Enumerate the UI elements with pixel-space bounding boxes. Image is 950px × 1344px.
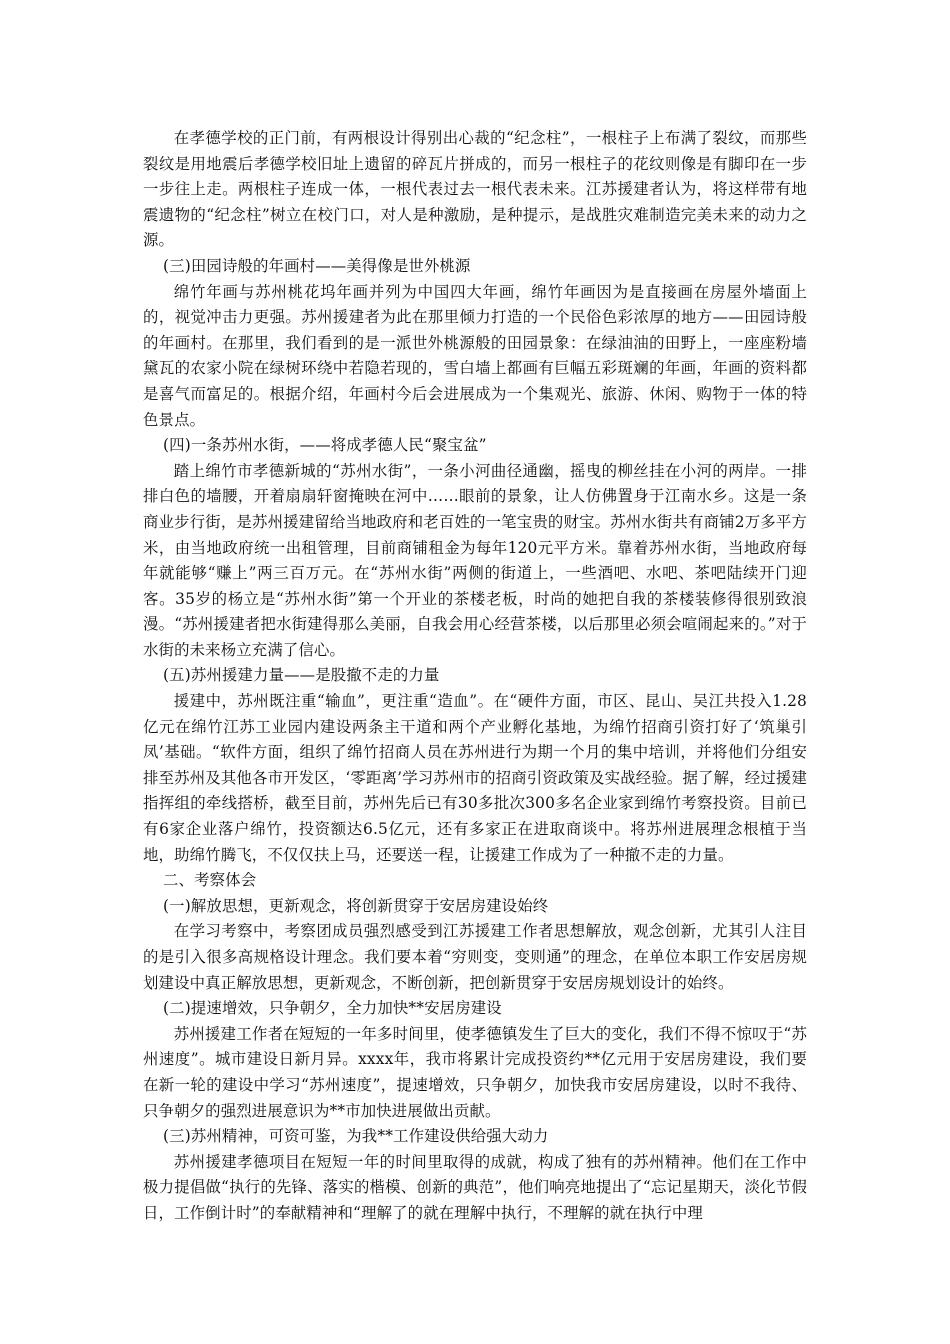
paragraph-suzhou-water-street: 踏上绵竹市孝德新城的“苏州水街”，一条小河曲径通幽，摇曳的柳丝挂在小河的两岸。一排排白色的墙腰，开着扇扇轩窗掩映在河中……眼前的景象，让人仿佛置身于江南水乡。这是一条商业步行街，是苏州援建留给当地政府和老百姓的一笔宝贵的财宝。苏州水街共有商铺2万多平方米，由当地政府统一出租管理，目前商铺租金为每年120元平方米。靠着苏州水街，当地政府每年就能够“赚上”两三百万元。在“苏州水街”两侧的街道上，一些酒吧、水吧、茶吧陆续开门迎客。35岁的杨立是“苏州水街”第一个开业的茶楼老板，时尚的她把自我的茶楼装修得很别致浪漫。“苏州援建者把水街建得那么美丽，自我会用心经营茶楼，以后那里必须会喧闹起来的。”对于水街的未来杨立充满了信心。 bbox=[143, 461, 807, 659]
heading-new-year-painting-village: (三)田园诗般的年画村——美得像是世外桃源 bbox=[163, 256, 471, 275]
heading-speed-efficiency: (二)提速增效，只争朝夕，全力加快**安居房建设 bbox=[163, 999, 502, 1018]
heading-emancipate-mind: (一)解放思想，更新观念，将创新贯穿于安居房建设始终 bbox=[163, 896, 549, 915]
document-page bbox=[143, 126, 807, 1227]
heading-inspection-insights: 二、考察体会 bbox=[163, 871, 257, 890]
paragraph-speed-efficiency: 苏州援建工作者在短短的一年多时间里，使孝德镇发生了巨大的变化，我们不得不惊叹于“苏州速度”。城市建设日新月异。xxxx年，我市将累计完成投资约**亿元用于安居房建设，我们要在新一轮的建设中学习“苏州速度”，提速增效，只争朝夕，加快我市安居房建设，以时不我待、只争朝夕的强烈进展意识为**市加快进展做出贡献。 bbox=[143, 1024, 807, 1120]
paragraph-suzhou-aid-strength: 援建中，苏州既注重“输血”，更注重“造血”。在“硬件方面，市区、昆山、吴江共投入1.28亿元在绵竹江苏工业园内建设两条主干道和两个产业孵化基地，为绵竹招商引资打好了‘筑巢引凤’基础。“软件方面，组织了绵竹招商人员在苏州进行为期一个月的集中培训，并将他们分组安排至苏州及其他各市开发区，‘零距离’学习苏州市的招商引资政策及实战经验。据了解，经过援建指挥组的牵线搭桥，截至目前，苏州先后已有30多批次300多名企业家到绵竹考察投资。目前已有6家企业落户绵竹，投资额达6.5亿元，还有多家正在进取商谈中。将苏州进展理念根植于当地，助绵竹腾飞，不仅仅扶上马，还要送一程，让援建工作成为了一种撤不走的力量。 bbox=[143, 692, 807, 864]
paragraph-new-year-painting-village: 绵竹年画与苏州桃花坞年画并列为中国四大年画，绵竹年画因为是直接画在房屋外墙面上的，视觉冲击力更强。苏州援建者为此在那里倾力打造的一个民俗色彩浓厚的地方——田园诗般的年画村。在那里，我们看到的是一派世外桃源般的田园景象：在绿油油的田野上，一座座粉墙黛瓦的农家小院在绿树环绕中若隐若现的，雪白墙上都画有巨幅五彩斑斓的年画，年画的资料都是喜气而富足的。根据介绍，年画村今后会进展成为一个集观光、旅游、休闲、购物于一体的特色景点。 bbox=[143, 282, 807, 429]
paragraph-suzhou-spirit: 苏州援建孝德项目在短短一年的时间里取得的成就，构成了独有的苏州精神。他们在工作中极力提倡做“执行的先锋、落实的楷模、创新的典范”，他们响亮地提出了“忘记星期天，淡化节假日，工作倒计时”的奉献精神和“理解了的就在理解中执行，不理解的就在执行中理 bbox=[143, 1152, 807, 1222]
heading-suzhou-water-street: (四)一条苏州水街，——将成孝德人民“聚宝盆” bbox=[163, 436, 487, 455]
heading-suzhou-aid-strength: (五)苏州援建力量——是股撤不走的力量 bbox=[163, 666, 440, 685]
paragraph-emancipate-mind: 在学习考察中，考察团成员强烈感受到江苏援建工作者思想解放，观念创新，尤其引人注目的是引入很多高规格设计理念。我们要本着“穷则变，变则通”的理念，在单位本职工作安居房规划建设中真正解放思想，更新观念，不断创新，把创新贯穿于安居房规划设计的始终。 bbox=[143, 922, 807, 992]
heading-suzhou-spirit: (三)苏州精神，可资可鉴，为我**工作建设供给强大动力 bbox=[163, 1127, 549, 1146]
paragraph-memorial-pillars: 在孝德学校的正门前，有两根设计得别出心裁的“纪念柱”，一根柱子上布满了裂纹，而那些裂纹是用地震后孝德学校旧址上遗留的碎瓦片拼成的，而另一根柱子的花纹则像是有脚印在一步一步往上走。两根柱子连成一体，一根代表过去一根代表未来。江苏援建者认为，将这样带有地震遗物的“纪念柱”树立在校门口，对人是种激励，是种提示，是战胜灾难制造完美未来的动力之源。 bbox=[143, 129, 807, 250]
